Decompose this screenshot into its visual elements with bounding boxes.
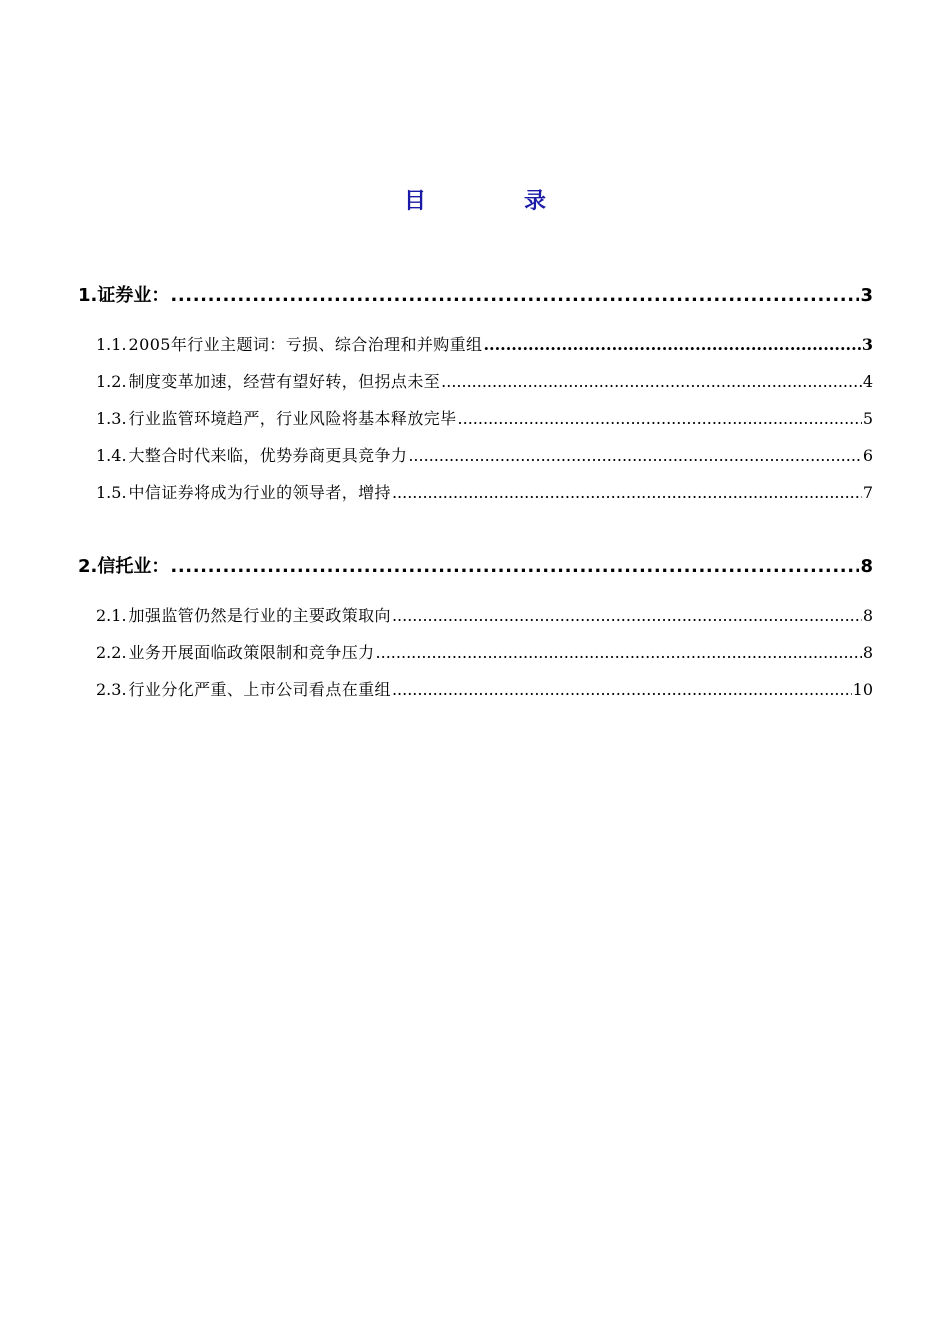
toc-title: 目 录 bbox=[403, 189, 584, 214]
item-number: 2.1. bbox=[96, 606, 127, 625]
dot-leader bbox=[441, 372, 862, 391]
item-page: 6 bbox=[862, 446, 873, 465]
toc-item-2-3[interactable] bbox=[96, 677, 873, 700]
dot-leader bbox=[483, 335, 860, 354]
dot-leader bbox=[376, 643, 862, 662]
item-number: 2.2. bbox=[96, 643, 127, 662]
section-number: 2. bbox=[78, 556, 98, 577]
dot-leader bbox=[170, 285, 859, 306]
toc-item-1-5[interactable] bbox=[96, 480, 873, 503]
item-page: 10 bbox=[852, 680, 873, 699]
dot-leader bbox=[408, 446, 861, 465]
section-label: 证券业： bbox=[97, 285, 170, 306]
item-page: 8 bbox=[862, 606, 873, 625]
section-number: 1. bbox=[78, 285, 98, 306]
section-page: 3 bbox=[860, 285, 873, 306]
item-number: 1.2. bbox=[96, 372, 127, 391]
item-number: 1.5. bbox=[96, 483, 127, 502]
item-label: 加强监管仍然是行业的主要政策取向 bbox=[128, 606, 391, 625]
toc-item-1-3[interactable] bbox=[96, 406, 873, 429]
section-label: 信托业： bbox=[97, 556, 170, 577]
item-label: 中信证券将成为行业的领导者，增持 bbox=[128, 483, 391, 502]
item-label: 大整合时代来临，优势券商更具竞争力 bbox=[128, 446, 408, 465]
item-page: 3 bbox=[861, 335, 873, 354]
dot-leader bbox=[458, 409, 862, 428]
item-number: 1.3. bbox=[96, 409, 127, 428]
dot-leader bbox=[392, 483, 862, 502]
toc-section-2[interactable] bbox=[78, 552, 873, 578]
dot-leader bbox=[392, 680, 852, 699]
toc-item-2-2[interactable] bbox=[96, 640, 873, 663]
dot-leader bbox=[170, 556, 859, 577]
toc-item-2-1[interactable] bbox=[96, 603, 873, 626]
toc-item-1-4[interactable] bbox=[96, 443, 873, 466]
item-label: 业务开展面临政策限制和竞争压力 bbox=[128, 643, 375, 662]
toc-item-1-1[interactable] bbox=[96, 332, 873, 355]
toc-item-1-2[interactable] bbox=[96, 369, 873, 392]
item-number: 1.1. bbox=[96, 335, 127, 354]
item-label: 2005年行业主题词：亏损、综合治理和并购重组 bbox=[128, 335, 483, 354]
item-number: 1.4. bbox=[96, 446, 127, 465]
item-label: 行业监管环境趋严，行业风险将基本释放完毕 bbox=[128, 409, 457, 428]
item-page: 5 bbox=[862, 409, 873, 428]
item-number: 2.3. bbox=[96, 680, 127, 699]
item-page: 7 bbox=[862, 483, 873, 502]
item-label: 制度变革加速，经营有望好转，但拐点未至 bbox=[128, 372, 441, 391]
item-page: 4 bbox=[862, 372, 873, 391]
item-label: 行业分化严重、上市公司看点在重组 bbox=[128, 680, 391, 699]
item-page: 8 bbox=[862, 643, 873, 662]
section-page: 8 bbox=[860, 556, 873, 577]
toc-section-1[interactable] bbox=[78, 281, 873, 307]
dot-leader bbox=[392, 606, 862, 625]
